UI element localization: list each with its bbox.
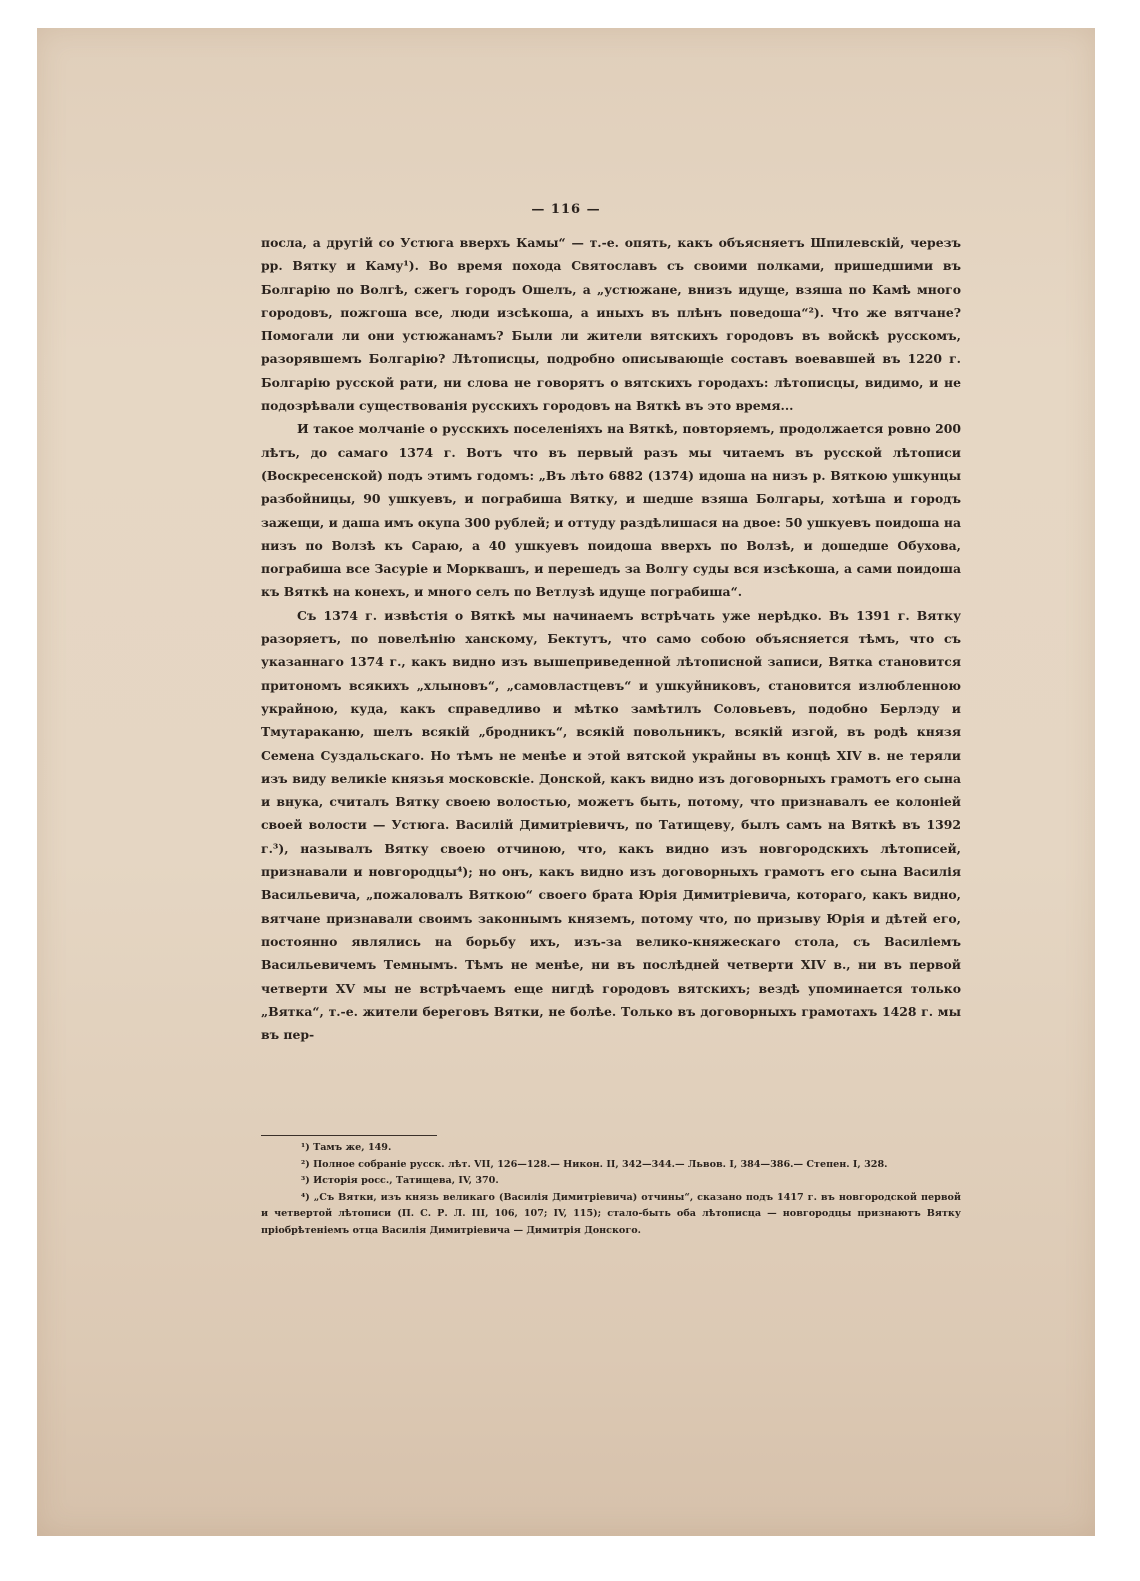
- footnotes: [261, 1140, 961, 1240]
- footnote-3: ³) Исторія росс., Татищева, IV, 370.: [301, 1175, 499, 1187]
- main-text: [261, 231, 961, 1127]
- footnote-divider: [261, 1135, 437, 1136]
- footnote-2: ²) Полное собраніе русск. лѣт. VII, 126—128.— Никон. II, 342—344.— Львов. I, 384—386.— Степен. I, 328.: [301, 1158, 888, 1170]
- paragraph-2: И такое молчаніе о русскихъ поселеніяхъ на Вяткѣ, повторяемъ, продолжается ровно 200 лѣтъ, до самаго 1374 г. Вотъ что въ первый разъ мы читаемъ въ русской лѣтописи (Воскресенской) подъ этимъ годомъ: „Въ лѣто 6882 (1374) идоша на низъ р. Вяткою ушкунцы разбойницы, 90 ушкуевъ, и пограбиша Вятку, и шедше взяша Болгары, хотѣша и городъ зажещи, и даша имъ окупа 300 рублей; и оттуду раздѣлишася на двое: 50 ушкуевъ поидоша на низъ по Волзѣ къ Сараю, а 40 ушкуевъ поидоша вверхъ по Волзѣ, и дошедше Обухова, пограбиша все Засуріе и Морквашъ, и перешедъ за Волгу суды вся изсѣкоша, а сами поидоша къ Вяткѣ на конехъ, и много селъ по Ветлузѣ идуще пограбиша“.: [261, 421, 961, 600]
- footnote-1: ¹) Тамъ же, 149.: [301, 1142, 392, 1153]
- footnote-4: ⁴) „Съ Вятки, изъ князь великаго (Василія Димитріевича) отчины“, сказано подъ 1417 г. въ новгородской первой и четвертой лѣтописи (П. С. Р. Л. III, 106, 107; IV, 115); стало-быть оба лѣтописца — новгородцы признаютъ Вятку пріобрѣтеніемъ отца Василія Димитріевича — Димитрія Донского.: [261, 1191, 961, 1236]
- page-number: — 116 —: [531, 202, 601, 217]
- paragraph-1: посла, а другій со Устюга вверхъ Камы“ — т.-е. опять, какъ объясняетъ Шпилевскій, черезъ рр. Вятку и Каму¹). Во время похода Святославъ съ своими полками, пришедшими въ Болгарію по Волгѣ, сжегъ городъ Ошелъ, а „устюжане, внизъ идуще, взяша по Камѣ много городовъ, пожгоша все, люди изсѣкоша, а иныхъ въ плѣнъ поведоша“²). Что же вятчане? Помогали ли они устюжанамъ? Были ли жители вятскихъ городовъ въ войскѣ русскомъ, разорявшемъ Болгарію? Лѣтописцы, подробно описывающіе составъ воевавшей въ 1220 г. Болгарію русской рати, ни слова не говорятъ о вятскихъ городахъ: лѣтописцы, видимо, и не подозрѣвали существованія русскихъ городовъ на Вяткѣ въ это время...: [261, 235, 961, 414]
- paragraph-3: Съ 1374 г. извѣстія о Вяткѣ мы начинаемъ встрѣчать уже нерѣдко. Въ 1391 г. Вятку разоряетъ, по повелѣнію ханскому, Бектутъ, что само собою объясняется тѣмъ, что съ указаннаго 1374 г., какъ видно изъ вышеприведенной лѣтописной записи, Вятка становится притономъ всякихъ „хлыновъ“, „самовластцевъ“ и ушкуйниковъ, становится излюбленною украйною, куда, какъ справедливо и мѣтко замѣтилъ Соловьевъ, подобно Берлэду и Тмутараканю, шелъ всякій „бродникъ“, всякій повольникъ, всякій изгой, въ родѣ князя Семена Суздальскаго. Но тѣмъ не менѣе и этой вятской украйны въ концѣ XIV в. не теряли изъ виду великіе князья московскіе. Донской, какъ видно изъ договорныхъ грамотъ его сына и внука, считалъ Вятку своею волостью, можетъ быть, потому, что признавалъ ее колоніей своей волости — Устюга. Василій Димитріевичъ, по Татищеву, былъ самъ на Вяткѣ въ 1392 г.³), называлъ Вятку своею отчиною, что, какъ видно изъ новгородскихъ лѣтописей, признавали и новгородцы⁴); но онъ, какъ видно изъ договорныхъ грамотъ его сына Василія Васильевича, „пожаловалъ Вяткою“ своего брата Юрія Димитріевича, котораго, какъ видно, вятчане признавали своимъ законнымъ княземъ, потому что, по призыву Юрія и дѣтей его, постоянно являлись на борьбу ихъ, изъ-за велико-княжескаго стола, съ Василіемъ Васильевичемъ Темнымъ. Тѣмъ не менѣе, ни въ послѣдней четверти XIV в., ни въ первой четверти XV мы не встрѣчаемъ еще нигдѣ городовъ вятскихъ; вездѣ упоминается только „Вятка“, т.-е. жители береговъ Вятки, не болѣе. Только въ договорныхъ грамотахъ 1428 г. мы въ пер-: [261, 607, 961, 1043]
- scanned-page: [37, 28, 1095, 1536]
